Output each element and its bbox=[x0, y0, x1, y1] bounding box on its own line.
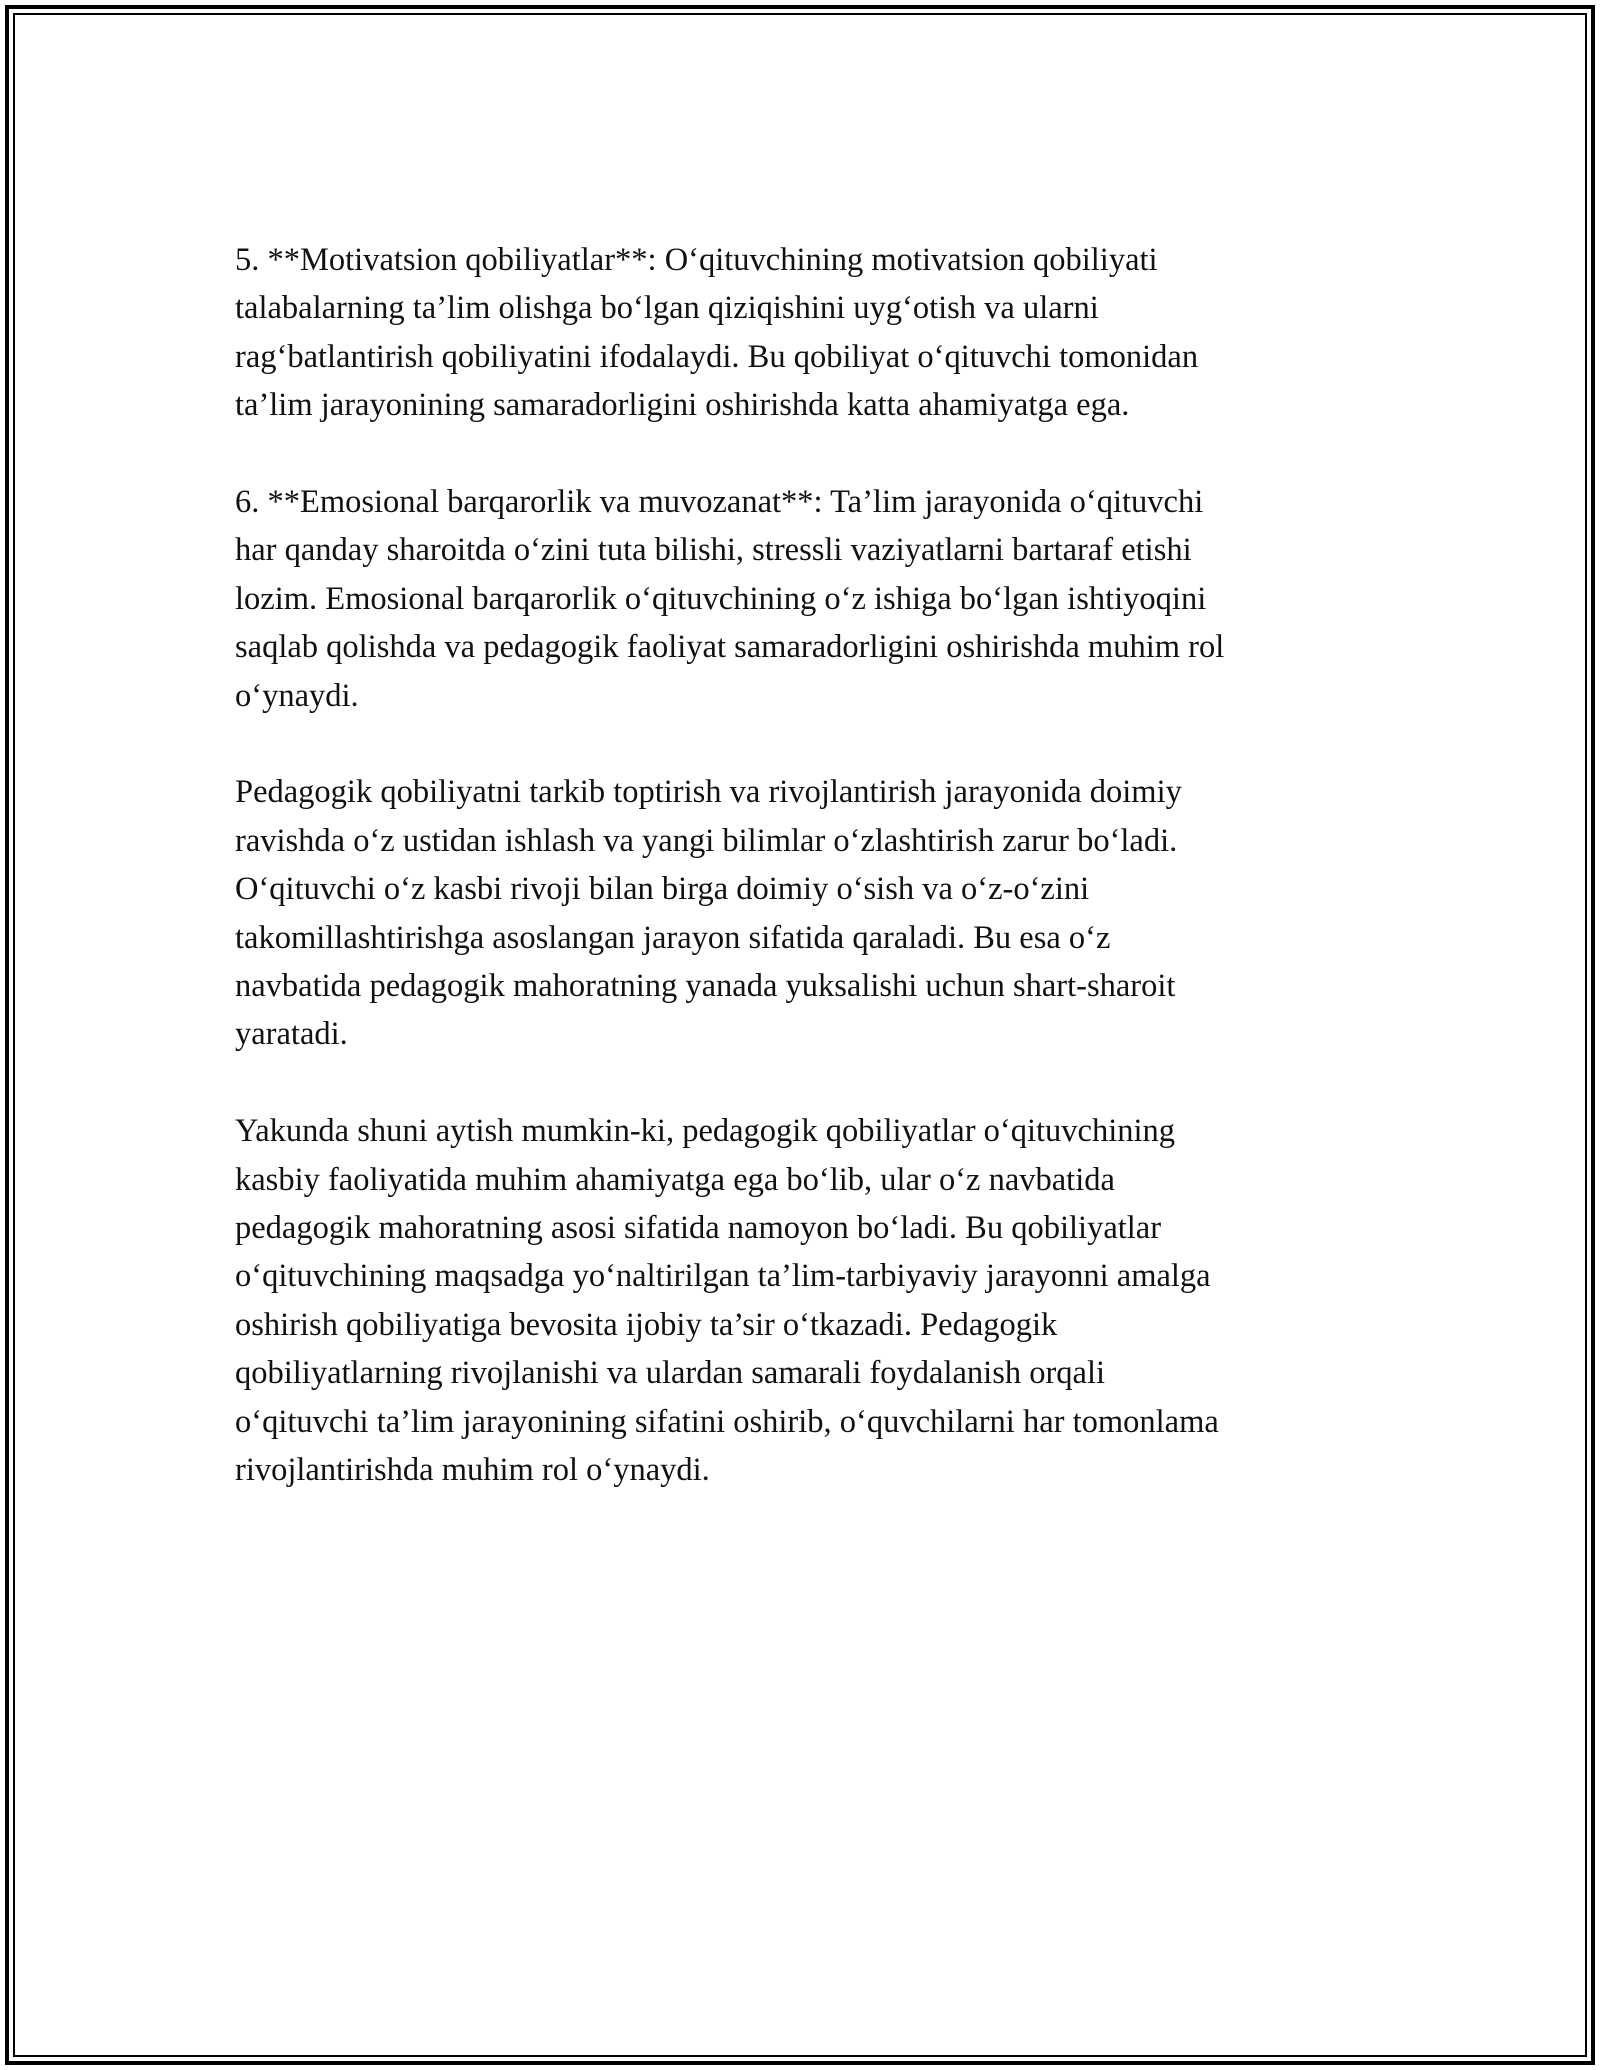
text-line: qobiliyatlarning rivojlanishi va ulardan samarali foydalanish orqali bbox=[235, 1355, 1106, 1392]
text-line: saqlab qolishda va pedagogik faoliyat samaradorligini oshirishda muhim rol bbox=[235, 629, 1225, 666]
text-line: har qanday sharoitda o‘zini tuta bilishi, stressli vaziyatlarni bartaraf etishi bbox=[235, 532, 1192, 569]
text-line: navbatida pedagogik mahoratning yanada yuksalishi uchun shart-sharoit bbox=[235, 968, 1176, 1005]
text-line: Pedagogik qobiliyatni tarkib toptirish va rivojlantirish jarayonida doimiy bbox=[235, 774, 1182, 811]
text-line: 6. **Emosional barqarorlik va muvozanat**: Ta’lim jarayonida o‘qituvchi bbox=[235, 484, 1204, 521]
text-line: pedagogik mahoratning asosi sifatida namoyon bo‘ladi. Bu qobiliyatlar bbox=[235, 1210, 1162, 1247]
paragraph-conclusion bbox=[235, 1107, 1365, 1494]
text-line: oshirish qobiliyatiga bevosita ijobiy ta’sir o‘tkazadi. Pedagogik bbox=[235, 1306, 1058, 1343]
paragraph-motivational-abilities bbox=[235, 236, 1365, 430]
text-line: kasbiy faoliyatida muhim ahamiyatga ega bo‘lib, ular o‘z navbatida bbox=[235, 1161, 1115, 1198]
text-line: takomillashtirishga asoslangan jarayon sifatida qaraladi. Bu esa o‘z bbox=[235, 919, 1111, 956]
text-line: ravishda o‘z ustidan ishlash va yangi bilimlar o‘zlashtirish zarur bo‘ladi. bbox=[235, 822, 1178, 859]
text-line: ta’lim jarayonining samaradorligini oshirishda katta ahamiyatga ega. bbox=[235, 387, 1130, 424]
text-line: lozim. Emosional barqarorlik o‘qituvchining o‘z ishiga bo‘lgan ishtiyoqini bbox=[235, 580, 1207, 617]
text-line: rag‘batlantirish qobiliyatini ifodalaydi. Bu qobiliyat o‘qituvchi tomonidan bbox=[235, 338, 1199, 375]
text-line: yaratadi. bbox=[235, 1016, 348, 1053]
paragraph-emotional-stability bbox=[235, 478, 1365, 720]
text-line: O‘qituvchi o‘z kasbi rivoji bilan birga doimiy o‘sish va o‘z-o‘zini bbox=[235, 871, 1090, 908]
text-line: rivojlantirishda muhim rol o‘ynaydi. bbox=[235, 1452, 710, 1489]
document-body bbox=[235, 236, 1365, 1543]
text-line: 5. **Motivatsion qobiliyatlar**: O‘qituvchining motivatsion qobiliyati bbox=[235, 242, 1158, 278]
text-line: talabalarning ta’lim olishga bo‘lgan qiziqishini uyg‘otish va ularni bbox=[235, 290, 1099, 327]
paragraph-ability-development bbox=[235, 768, 1365, 1058]
text-line: o‘qituvchi ta’lim jarayonining sifatini oshirib, o‘quvchilarni har tomonlama bbox=[235, 1403, 1219, 1440]
text-line: o‘qituvchining maqsadga yo‘naltirilgan ta’lim-tarbiyaviy jarayonni amalga bbox=[235, 1258, 1211, 1295]
text-line: o‘ynaydi. bbox=[235, 677, 359, 714]
text-line: Yakunda shuni aytish mumkin-ki, pedagogik qobiliyatlar o‘qituvchining bbox=[235, 1113, 1176, 1150]
